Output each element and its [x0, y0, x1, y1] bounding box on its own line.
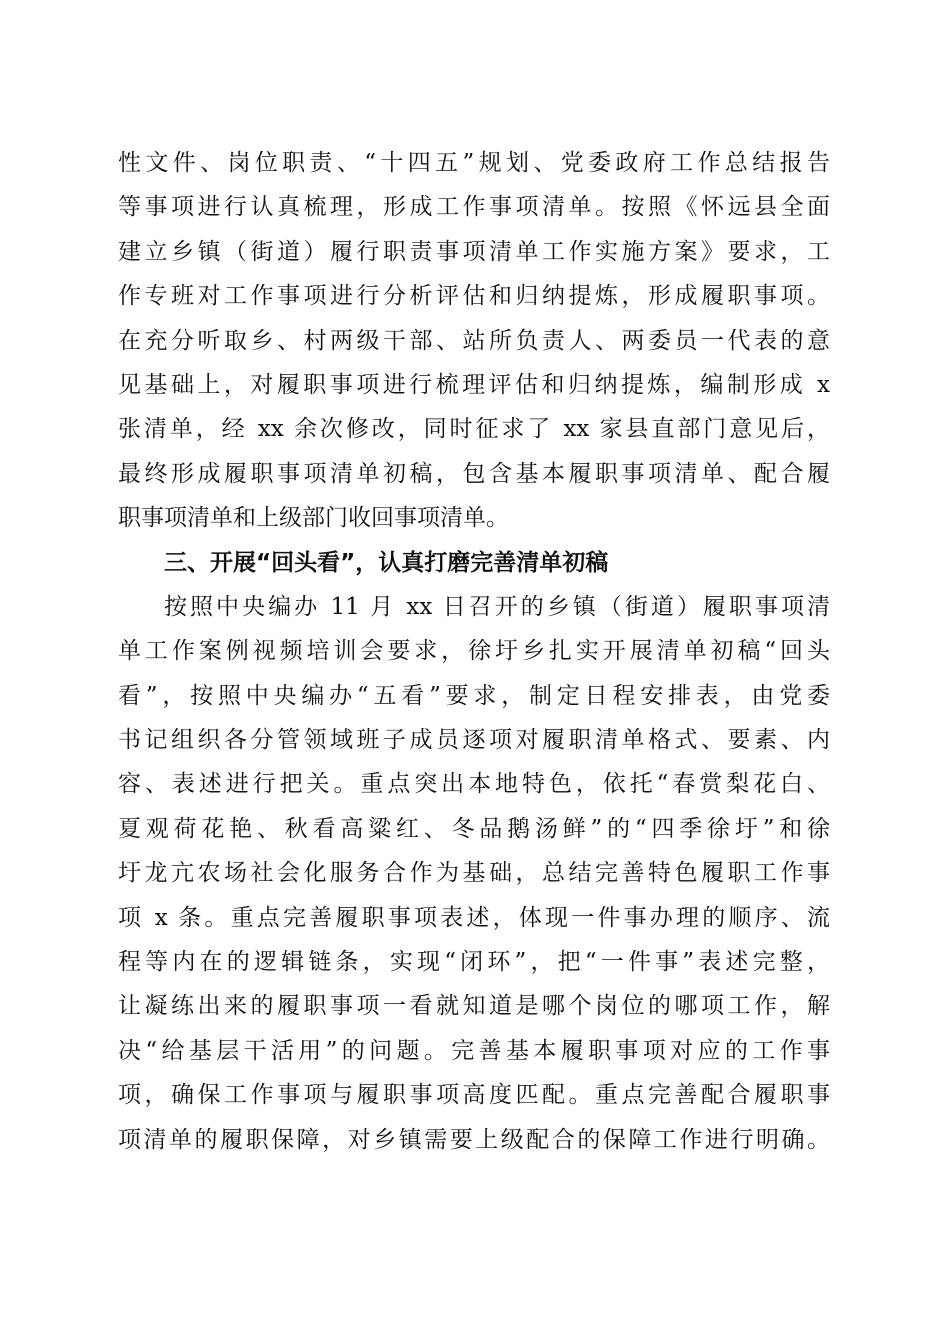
paragraph-line: 决“给基层干活用”的问题。完善基本履职事项对应的工作事: [118, 1037, 830, 1064]
paragraph-line: 建立乡镇（街道）履行职责事项清单工作实施方案》要求，工: [118, 238, 830, 265]
paragraph-2: [118, 585, 830, 1162]
section-heading: 三、开展“回头看”，认真打磨完善清单初稿: [164, 549, 609, 576]
paragraph-line: 看”，按照中央编办“五看”要求，制定日程安排表，由党委: [118, 682, 830, 709]
paragraph-line: 项，确保工作事项与履职事项高度匹配。重点完善配合履职事: [118, 1082, 830, 1109]
paragraph-line: 书记组织各分管领域班子成员逐项对履职清单格式、要素、内: [118, 727, 830, 754]
paragraph-line: 单工作案例视频培训会要求，徐圩乡扎实开展清单初稿“回头: [118, 638, 830, 665]
paragraph-line: 圩龙亢农场社会化服务合作为基础，总结完善特色履职工作事: [118, 860, 830, 887]
document-body: [118, 141, 830, 1162]
paragraph-line: 程等内在的逻辑链条，实现“闭环”，把“一件事”表述完整，: [118, 949, 830, 976]
paragraph-line: 项 x 条。重点完善履职事项表述，体现一件事办理的顺序、流: [118, 904, 830, 931]
paragraph-line: 职事项清单和上级部门收回事项清单。: [118, 505, 509, 532]
paragraph-line: 等事项进行认真梳理，形成工作事项清单。按照《怀远县全面: [118, 194, 830, 221]
paragraph-line: 张清单，经 xx 余次修改，同时征求了 xx 家县直部门意见后，: [118, 416, 830, 443]
paragraph-line: 按照中央编办 11 月 xx 日召开的乡镇（街道）履职事项清: [164, 593, 830, 620]
paragraph-line: 性文件、岗位职责、“十四五”规划、党委政府工作总结报告: [118, 150, 830, 176]
paragraph-line: 最终形成履职事项清单初稿，包含基本履职事项清单、配合履: [118, 460, 830, 487]
paragraph-line: 作专班对工作事项进行分析评估和归纳提炼，形成履职事项。: [118, 283, 830, 310]
paragraph-line: 在充分听取乡、村两级干部、站所负责人、两委员一代表的意: [118, 327, 830, 354]
paragraph-line: 夏观荷花艳、秋看高粱红、冬品鹅汤鲜”的“四季徐圩”和徐: [118, 815, 830, 842]
paragraph-line: 容、表述进行把关。重点突出本地特色，依托“春赏梨花白、: [118, 771, 830, 798]
paragraph-line: 项清单的履职保障，对乡镇需要上级配合的保障工作进行明确。: [118, 1126, 830, 1153]
paragraph-line: 让凝练出来的履职事项一看就知道是哪个岗位的哪项工作，解: [118, 993, 830, 1020]
paragraph-1: [118, 141, 830, 541]
paragraph-line: 见基础上，对履职事项进行梳理评估和归纳提炼，编制形成 x: [118, 371, 830, 398]
